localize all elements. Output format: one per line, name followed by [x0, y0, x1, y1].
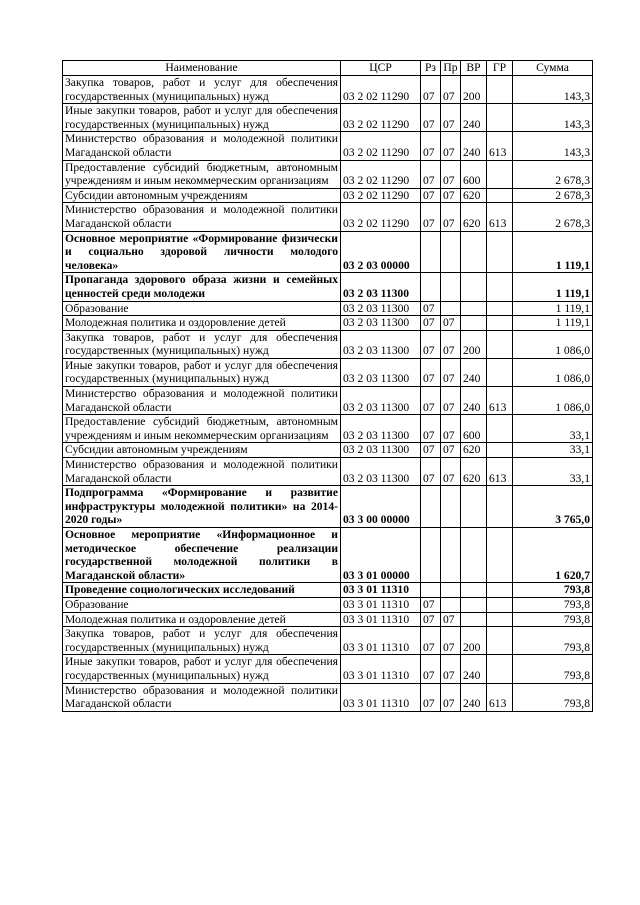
- cell-vr: 620: [461, 458, 487, 486]
- cell-vr: [461, 231, 487, 273]
- cell-pr: 07: [441, 104, 461, 132]
- cell-name: Министерство образования и молодежной политики Магаданской области: [63, 203, 341, 231]
- cell-pr: [441, 486, 461, 528]
- cell-name: Молодежная политика и оздоровление детей: [63, 612, 341, 627]
- cell-sum: 143,3: [513, 132, 593, 160]
- cell-csr: 03 2 03 11300: [341, 330, 421, 358]
- cell-rz: [421, 486, 441, 528]
- budget-table: [62, 60, 593, 712]
- cell-sum: 143,3: [513, 76, 593, 104]
- cell-rz: 07: [421, 655, 441, 683]
- cell-gr: 613: [487, 132, 513, 160]
- cell-name: Подпрограмма «Формирование и развитие инфраструктуры молодежной политики» на 2014-2020 годы»: [63, 486, 341, 528]
- cell-rz: 07: [421, 387, 441, 415]
- cell-name: Образование: [63, 597, 341, 612]
- cell-rz: [421, 231, 441, 273]
- cell-gr: [487, 528, 513, 583]
- table-row: [63, 273, 593, 301]
- cell-gr: [487, 627, 513, 655]
- cell-sum: 33,1: [513, 443, 593, 458]
- cell-rz: 07: [421, 597, 441, 612]
- table-row: [63, 132, 593, 160]
- cell-sum: 793,8: [513, 627, 593, 655]
- cell-csr: 03 3 01 11310: [341, 683, 421, 711]
- cell-pr: 07: [441, 627, 461, 655]
- cell-pr: 07: [441, 76, 461, 104]
- cell-rz: 07: [421, 612, 441, 627]
- cell-csr: 03 2 03 11300: [341, 273, 421, 301]
- cell-rz: 07: [421, 76, 441, 104]
- table-row: [63, 583, 593, 598]
- table-row: [63, 528, 593, 583]
- cell-csr: 03 3 01 11310: [341, 583, 421, 598]
- cell-gr: [487, 612, 513, 627]
- cell-rz: 07: [421, 160, 441, 188]
- table-row: [63, 655, 593, 683]
- cell-gr: [487, 104, 513, 132]
- table-row: [63, 612, 593, 627]
- cell-name: Иные закупки товаров, работ и услуг для обеспечения государственных (муниципальных) нужд: [63, 358, 341, 386]
- cell-sum: 1 086,0: [513, 358, 593, 386]
- cell-csr: 03 2 02 11290: [341, 160, 421, 188]
- cell-sum: 33,1: [513, 458, 593, 486]
- cell-pr: 07: [441, 387, 461, 415]
- cell-gr: [487, 358, 513, 386]
- table-row: [63, 188, 593, 203]
- cell-gr: [487, 597, 513, 612]
- cell-gr: [487, 415, 513, 443]
- cell-csr: 03 3 01 11310: [341, 597, 421, 612]
- cell-vr: [461, 597, 487, 612]
- cell-sum: 143,3: [513, 104, 593, 132]
- cell-rz: [421, 583, 441, 598]
- cell-name: Субсидии автономным учреждениям: [63, 443, 341, 458]
- cell-gr: 613: [487, 387, 513, 415]
- cell-name: Иные закупки товаров, работ и услуг для обеспечения государственных (муниципальных) нужд: [63, 655, 341, 683]
- cell-name: Министерство образования и молодежной политики Магаданской области: [63, 132, 341, 160]
- cell-rz: 07: [421, 683, 441, 711]
- cell-csr: 03 3 01 11310: [341, 612, 421, 627]
- cell-pr: 07: [441, 203, 461, 231]
- cell-csr: 03 3 01 11310: [341, 655, 421, 683]
- cell-gr: [487, 443, 513, 458]
- cell-pr: [441, 528, 461, 583]
- cell-rz: 07: [421, 458, 441, 486]
- table-row: [63, 597, 593, 612]
- cell-gr: 613: [487, 458, 513, 486]
- cell-name: Молодежная политика и оздоровление детей: [63, 316, 341, 331]
- cell-sum: 793,8: [513, 583, 593, 598]
- cell-rz: 07: [421, 203, 441, 231]
- cell-pr: 07: [441, 458, 461, 486]
- cell-pr: 07: [441, 316, 461, 331]
- cell-sum: 1 086,0: [513, 330, 593, 358]
- cell-vr: 240: [461, 683, 487, 711]
- cell-rz: 07: [421, 330, 441, 358]
- cell-name: Основное мероприятие «Информационное и методическое обеспечение реализации государственной молодежной политики в Магаданской области»: [63, 528, 341, 583]
- cell-rz: 07: [421, 415, 441, 443]
- cell-vr: 200: [461, 76, 487, 104]
- cell-gr: [487, 160, 513, 188]
- cell-rz: 07: [421, 358, 441, 386]
- cell-rz: 07: [421, 627, 441, 655]
- cell-vr: 240: [461, 358, 487, 386]
- table-row: [63, 458, 593, 486]
- header-csr: ЦСР: [341, 61, 421, 76]
- cell-csr: 03 2 03 11300: [341, 358, 421, 386]
- cell-pr: [441, 273, 461, 301]
- cell-pr: 07: [441, 443, 461, 458]
- cell-sum: 793,8: [513, 655, 593, 683]
- cell-sum: 1 620,7: [513, 528, 593, 583]
- cell-name: Предоставление субсидий бюджетным, автономным учреждениям и иным некоммерческим организациям: [63, 160, 341, 188]
- cell-gr: [487, 76, 513, 104]
- cell-csr: 03 2 02 11290: [341, 104, 421, 132]
- cell-pr: 07: [441, 160, 461, 188]
- cell-gr: [487, 273, 513, 301]
- cell-gr: [487, 301, 513, 316]
- cell-name: Закупка товаров, работ и услуг для обеспечения государственных (муниципальных) нужд: [63, 627, 341, 655]
- cell-sum: 2 678,3: [513, 203, 593, 231]
- cell-csr: 03 2 02 11290: [341, 188, 421, 203]
- cell-csr: 03 2 03 11300: [341, 415, 421, 443]
- table-row: [63, 683, 593, 711]
- cell-vr: 620: [461, 188, 487, 203]
- cell-vr: 620: [461, 203, 487, 231]
- cell-pr: 07: [441, 415, 461, 443]
- cell-pr: 07: [441, 132, 461, 160]
- cell-pr: [441, 597, 461, 612]
- table-row: [63, 627, 593, 655]
- table-row: [63, 415, 593, 443]
- table-row: [63, 330, 593, 358]
- table-row: [63, 316, 593, 331]
- cell-name: Закупка товаров, работ и услуг для обеспечения государственных (муниципальных) нужд: [63, 76, 341, 104]
- cell-name: Проведение социологических исследований: [63, 583, 341, 598]
- cell-name: Образование: [63, 301, 341, 316]
- cell-gr: [487, 583, 513, 598]
- header-gr: ГР: [487, 61, 513, 76]
- cell-csr: 03 2 02 11290: [341, 203, 421, 231]
- table-row: [63, 231, 593, 273]
- cell-name: Пропаганда здорового образа жизни и семейных ценностей среди молодежи: [63, 273, 341, 301]
- cell-rz: 07: [421, 443, 441, 458]
- cell-vr: [461, 301, 487, 316]
- cell-rz: [421, 273, 441, 301]
- cell-name: Министерство образования и молодежной политики Магаданской области: [63, 683, 341, 711]
- cell-gr: [487, 330, 513, 358]
- cell-vr: [461, 486, 487, 528]
- cell-sum: 2 678,3: [513, 160, 593, 188]
- cell-csr: 03 3 01 11310: [341, 627, 421, 655]
- cell-csr: 03 2 02 11290: [341, 132, 421, 160]
- cell-vr: [461, 612, 487, 627]
- table-row: [63, 301, 593, 316]
- cell-rz: 07: [421, 301, 441, 316]
- cell-sum: 793,8: [513, 683, 593, 711]
- table-row: [63, 358, 593, 386]
- cell-gr: [487, 316, 513, 331]
- cell-sum: 2 678,3: [513, 188, 593, 203]
- table-row: [63, 486, 593, 528]
- table-body: [63, 76, 593, 712]
- cell-vr: [461, 316, 487, 331]
- header-name: Наименование: [63, 61, 341, 76]
- cell-gr: [487, 655, 513, 683]
- cell-csr: 03 2 03 11300: [341, 443, 421, 458]
- header-rz: Рз: [421, 61, 441, 76]
- cell-sum: 33,1: [513, 415, 593, 443]
- cell-rz: 07: [421, 132, 441, 160]
- cell-pr: 07: [441, 612, 461, 627]
- cell-name: Субсидии автономным учреждениям: [63, 188, 341, 203]
- cell-gr: [487, 486, 513, 528]
- cell-vr: 200: [461, 330, 487, 358]
- cell-sum: 1 119,1: [513, 301, 593, 316]
- cell-vr: 620: [461, 443, 487, 458]
- cell-vr: 240: [461, 132, 487, 160]
- cell-csr: 03 2 03 11300: [341, 301, 421, 316]
- cell-vr: [461, 528, 487, 583]
- cell-rz: 07: [421, 188, 441, 203]
- cell-vr: 240: [461, 104, 487, 132]
- cell-pr: 07: [441, 188, 461, 203]
- cell-sum: 3 765,0: [513, 486, 593, 528]
- cell-csr: 03 2 03 00000: [341, 231, 421, 273]
- cell-gr: 613: [487, 683, 513, 711]
- cell-sum: 1 119,1: [513, 231, 593, 273]
- cell-name: Закупка товаров, работ и услуг для обеспечения государственных (муниципальных) нужд: [63, 330, 341, 358]
- cell-sum: 1 119,1: [513, 316, 593, 331]
- cell-vr: [461, 273, 487, 301]
- cell-sum: 1 119,1: [513, 273, 593, 301]
- cell-vr: 600: [461, 415, 487, 443]
- cell-rz: [421, 528, 441, 583]
- header-vr: ВР: [461, 61, 487, 76]
- table-header-row: [63, 61, 593, 76]
- cell-csr: 03 2 03 11300: [341, 458, 421, 486]
- table-row: [63, 104, 593, 132]
- cell-sum: 793,8: [513, 612, 593, 627]
- cell-vr: 240: [461, 655, 487, 683]
- table-row: [63, 160, 593, 188]
- table-row: [63, 387, 593, 415]
- cell-sum: 1 086,0: [513, 387, 593, 415]
- cell-pr: 07: [441, 330, 461, 358]
- cell-gr: 613: [487, 203, 513, 231]
- cell-vr: 200: [461, 627, 487, 655]
- cell-name: Министерство образования и молодежной политики Магаданской области: [63, 387, 341, 415]
- table-row: [63, 203, 593, 231]
- header-pr: Пр: [441, 61, 461, 76]
- cell-gr: [487, 188, 513, 203]
- cell-name: Предоставление субсидий бюджетным, автономным учреждениям и иным некоммерческим организациям: [63, 415, 341, 443]
- cell-vr: [461, 583, 487, 598]
- table-row: [63, 443, 593, 458]
- cell-csr: 03 2 02 11290: [341, 76, 421, 104]
- cell-csr: 03 2 03 11300: [341, 387, 421, 415]
- cell-gr: [487, 231, 513, 273]
- cell-vr: 240: [461, 387, 487, 415]
- header-sum: Сумма: [513, 61, 593, 76]
- cell-pr: [441, 583, 461, 598]
- cell-csr: 03 3 01 00000: [341, 528, 421, 583]
- cell-pr: 07: [441, 358, 461, 386]
- cell-pr: [441, 301, 461, 316]
- cell-name: Иные закупки товаров, работ и услуг для обеспечения государственных (муниципальных) нужд: [63, 104, 341, 132]
- table-row: [63, 76, 593, 104]
- cell-rz: 07: [421, 104, 441, 132]
- cell-sum: 793,8: [513, 597, 593, 612]
- cell-csr: 03 3 00 00000: [341, 486, 421, 528]
- cell-pr: 07: [441, 655, 461, 683]
- cell-rz: 07: [421, 316, 441, 331]
- cell-csr: 03 2 03 11300: [341, 316, 421, 331]
- cell-name: Министерство образования и молодежной политики Магаданской области: [63, 458, 341, 486]
- cell-pr: 07: [441, 683, 461, 711]
- cell-vr: 600: [461, 160, 487, 188]
- cell-pr: [441, 231, 461, 273]
- cell-name: Основное мероприятие «Формирование физически и социально здоровой личности молодого человека»: [63, 231, 341, 273]
